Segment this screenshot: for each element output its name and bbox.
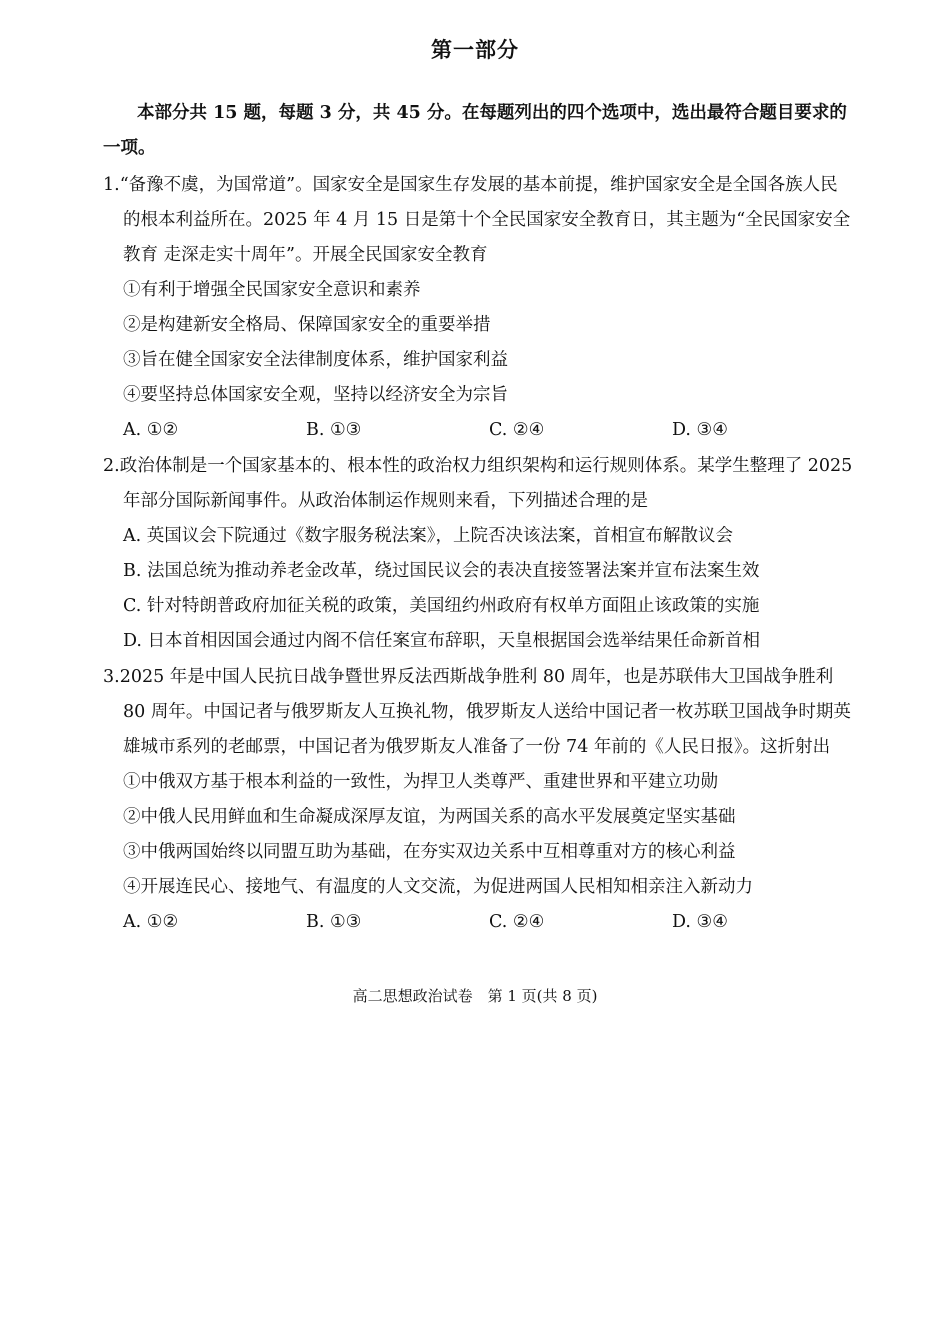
choice-b: B. ①③	[306, 912, 362, 932]
question-stem	[103, 660, 855, 765]
choice-a: A. ①②	[123, 912, 179, 932]
question-number: 3.	[103, 667, 120, 687]
option-d: D. 日本首相因国会通过内阁不信任案宣布辞职，天皇根据国会选举结果任命新首相	[123, 631, 761, 651]
choice-b: B. ①③	[306, 420, 362, 440]
question-number: 1.	[103, 175, 120, 195]
statement-3: ③旨在健全国家安全法律制度体系，维护国家利益	[123, 350, 508, 370]
choice-c: C. ②④	[489, 420, 545, 440]
question-2	[103, 449, 855, 659]
statement-4: ④要坚持总体国家安全观，坚持以经济安全为宗旨	[123, 385, 508, 405]
question-text: 2025 年是中国人民抗日战争暨世界反法西斯战争胜利 80 周年，也是苏联伟大卫国战争胜利 80 周年。中国记者与俄罗斯友人互换礼物，俄罗斯友人送给中国记者一枚苏联卫国战争时期英雄城市系列的老邮票，中国记者为俄罗斯友人准备了一份 74 年前的《人民日报》。这折射出	[119, 667, 851, 757]
question-3	[103, 660, 855, 940]
statement-2: ②中俄人民用鲜血和生命凝成深厚友谊，为两国关系的高水平发展奠定坚实基础	[123, 807, 736, 827]
page-footer: 高二思想政治试卷 第 1 页(共 8 页)	[352, 987, 598, 1005]
answer-choices	[103, 413, 855, 448]
statement-2: ②是构建新安全格局、保障国家安全的重要举措	[123, 315, 491, 335]
question-number: 2.	[103, 456, 120, 476]
option-b: B. 法国总统为推动养老金改革，绕过国民议会的表决直接签署法案并宣布法案生效	[123, 561, 760, 581]
section-title: 第一部分	[431, 37, 519, 62]
choice-d: D. ③④	[672, 912, 728, 932]
question-text: 政治体制是一个国家基本的、根本性的政治权力组织架构和运行规则体系。某学生整理了 2025 年部分国际新闻事件。从政治体制运作规则来看，下列描述合理的是	[119, 456, 853, 511]
option-a: A. 英国议会下院通过《数字服务税法案》，上院否决该法案，首相宣布解散议会	[123, 526, 734, 546]
statement-4: ④开展连民心、接地气、有温度的人文交流，为促进两国人民相知相亲注入新动力	[123, 877, 753, 897]
question-stem	[103, 449, 855, 519]
question-stem	[103, 168, 855, 273]
section-instructions: 本部分共 15 题，每题 3 分，共 45 分。在每题列出的四个选项中，选出最符合题目要求的一项。	[103, 103, 847, 158]
statement-1: ①有利于增强全民国家安全意识和素养	[123, 280, 421, 300]
statement-3: ③中俄两国始终以同盟互助为基础，在夯实双边关系中互相尊重对方的核心利益	[123, 842, 736, 862]
choice-d: D. ③④	[672, 420, 728, 440]
choice-a: A. ①②	[123, 420, 179, 440]
question-1	[103, 168, 855, 448]
option-c: C. 针对特朗普政府加征关税的政策，美国纽约州政府有权单方面阻止该政策的实施	[123, 596, 760, 616]
question-text: “备豫不虞，为国常道”。国家安全是国家生存发展的基本前提，维护国家安全是全国各族人民的根本利益所在。2025 年 4 月 15 日是第十个全民国家安全教育日，其主题为“全民国家安全教育 走深走实十周年”。开展全民国家安全教育	[119, 175, 851, 265]
statement-1: ①中俄双方基于根本利益的一致性，为捍卫人类尊严、重建世界和平建立功勋	[123, 772, 718, 792]
choice-c: C. ②④	[489, 912, 545, 932]
answer-choices	[103, 905, 855, 940]
